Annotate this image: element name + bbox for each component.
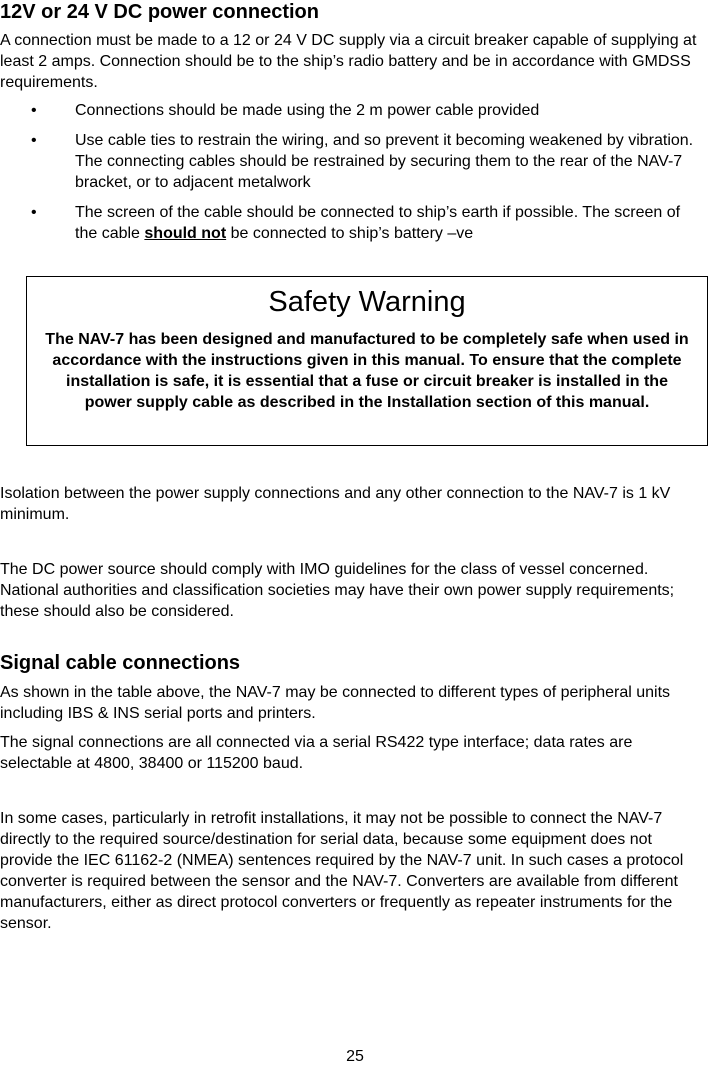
bullet-item [0, 202, 705, 244]
bullet-text: Connections should be made using the 2 m power cable provided [75, 102, 540, 119]
bullet-text: Use cable ties to restrain the wiring, and so prevent it becoming weakened by vibration. The connecting cables should be restrained by securing them to the rear of the NAV-7 bracket, or to adjacent metalwork [75, 132, 694, 191]
bullet-text-part2: be connected to ship’s battery –ve [226, 225, 474, 242]
signal-para-3: In some cases, particularly in retrofit installations, it may not be possible to connect the NAV-7 directly to the required source/destination for serial data, because some equipment does not provide the IEC 61162-2 (NMEA) sentences required by the NAV-7 unit. In such cases a protocol converter is required between the sensor and the NAV-7. Converters are available from different manufacturers, either as direct protocol converters or frequently as repeater instruments for the sensor. [0, 810, 684, 932]
bullet-item [0, 100, 705, 121]
page-number: 25 [346, 1048, 364, 1065]
bullet-symbol: • [31, 204, 37, 221]
safety-warning-text: The NAV-7 has been designed and manufactured to be completely safe when used in accordance with the instructions given in this manual. To ensure that the complete installation is safe, it is essential that a fuse or circuit breaker is installed in the power supply cable as described in the Installation section of this manual. [45, 331, 689, 411]
safety-warning-title: Safety Warning [268, 286, 466, 318]
power-connection-heading: 12V or 24 V DC power connection [0, 1, 319, 23]
power-bullet-list [0, 100, 705, 244]
dc-source-paragraph: The DC power source should comply with IMO guidelines for the class of vessel concerned. National authorities and classification societies may have their own power supply requirements; these should also be considered. [0, 561, 675, 620]
bullet-text-part1: The screen of the cable should be connected to ship’s earth if possible. The screen of the cable [75, 204, 681, 242]
signal-para-2: The signal connections are all connected via a serial RS422 type interface; data rates are selectable at 4800, 38400 or 115200 baud. [0, 734, 633, 772]
bullet-symbol: • [31, 102, 37, 119]
should-not-emphasis: should not [144, 225, 227, 242]
signal-cable-heading: Signal cable connections [0, 652, 241, 674]
power-intro-paragraph: A connection must be made to a 12 or 24 V DC supply via a circuit breaker capable of supplying at least 2 amps. Connection should be to the ship’s radio battery and be in accordance with GMDSS requirements. [0, 32, 697, 91]
bullet-symbol: • [31, 132, 37, 149]
isolation-paragraph: Isolation between the power supply connections and any other connection to the NAV-7 is 1 kV minimum. [0, 485, 671, 523]
bullet-item [0, 130, 705, 193]
signal-para-1: As shown in the table above, the NAV-7 may be connected to different types of peripheral units including IBS & INS serial ports and printers. [0, 684, 671, 722]
safety-warning-box [26, 276, 708, 446]
